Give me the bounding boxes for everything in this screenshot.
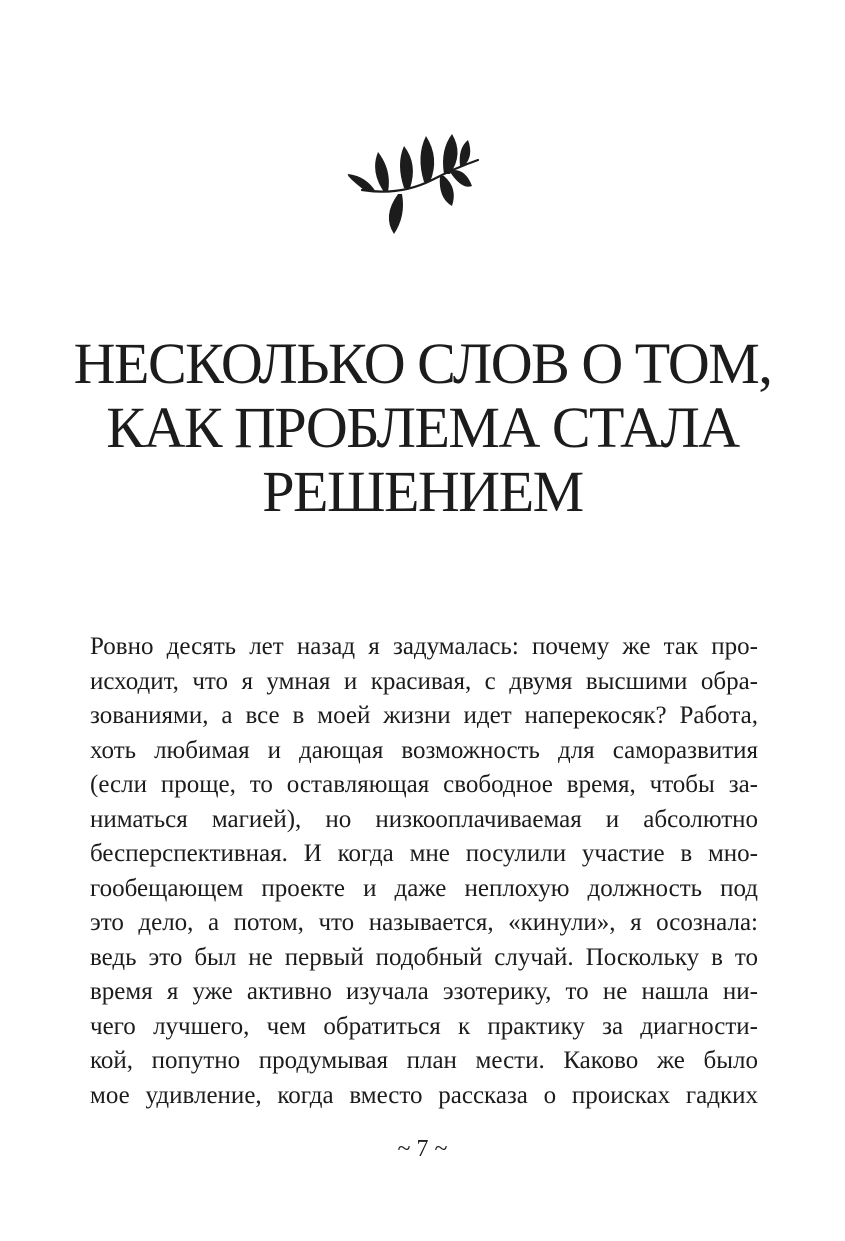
chapter-title-line: РЕШЕНИЕМ (262, 459, 583, 524)
text-line: зованиями, а все в моей жизни идет наперекосяк? Работа, (90, 702, 758, 729)
chapter-title-line: НЕСКОЛЬКО СЛОВ О ТОМ, (73, 331, 772, 396)
body-paragraph (90, 630, 758, 1113)
text-line: мое удивление, когда вместо рассказа о происках гадких (90, 1081, 758, 1109)
page-number: ~ 7 ~ (397, 1136, 448, 1162)
text-line: ведь это был не первый подобный случай. Поскольку в то (90, 943, 758, 971)
text-line: бесперспективная. И когда мне посулили участие в мно- (90, 840, 758, 867)
text-line: хоть любимая и дающая возможность для саморазвития (90, 736, 758, 764)
chapter-title (60, 332, 785, 524)
text-line: чего лучшего, чем обратиться к практику за диагности- (90, 1012, 758, 1040)
text-line: исходит, что я умная и красивая, с двумя высшими обра- (90, 667, 758, 695)
text-line: (если проще, то оставляющая свободное время, чтобы за- (90, 771, 758, 798)
text-line: время я уже активно изучала эзотерику, то не нашла ни- (90, 978, 758, 1005)
chapter-title-line: КАК ПРОБЛЕМА СТАЛА (106, 395, 739, 460)
text-line: Ровно десять лет назад я задумалась: почему же так про- (90, 633, 758, 660)
text-line: это дело, а потом, что называется, «кинули», я осознала: (90, 909, 758, 936)
leaf-branch-icon (340, 118, 485, 243)
text-line: кой, попутно продумывая план мести. Каково же было (90, 1047, 758, 1074)
text-line: гообещающем проекте и даже неплохую должность под (90, 874, 758, 902)
text-line: ниматься магией), но низкооплачиваемая и абсолютно (90, 805, 758, 833)
